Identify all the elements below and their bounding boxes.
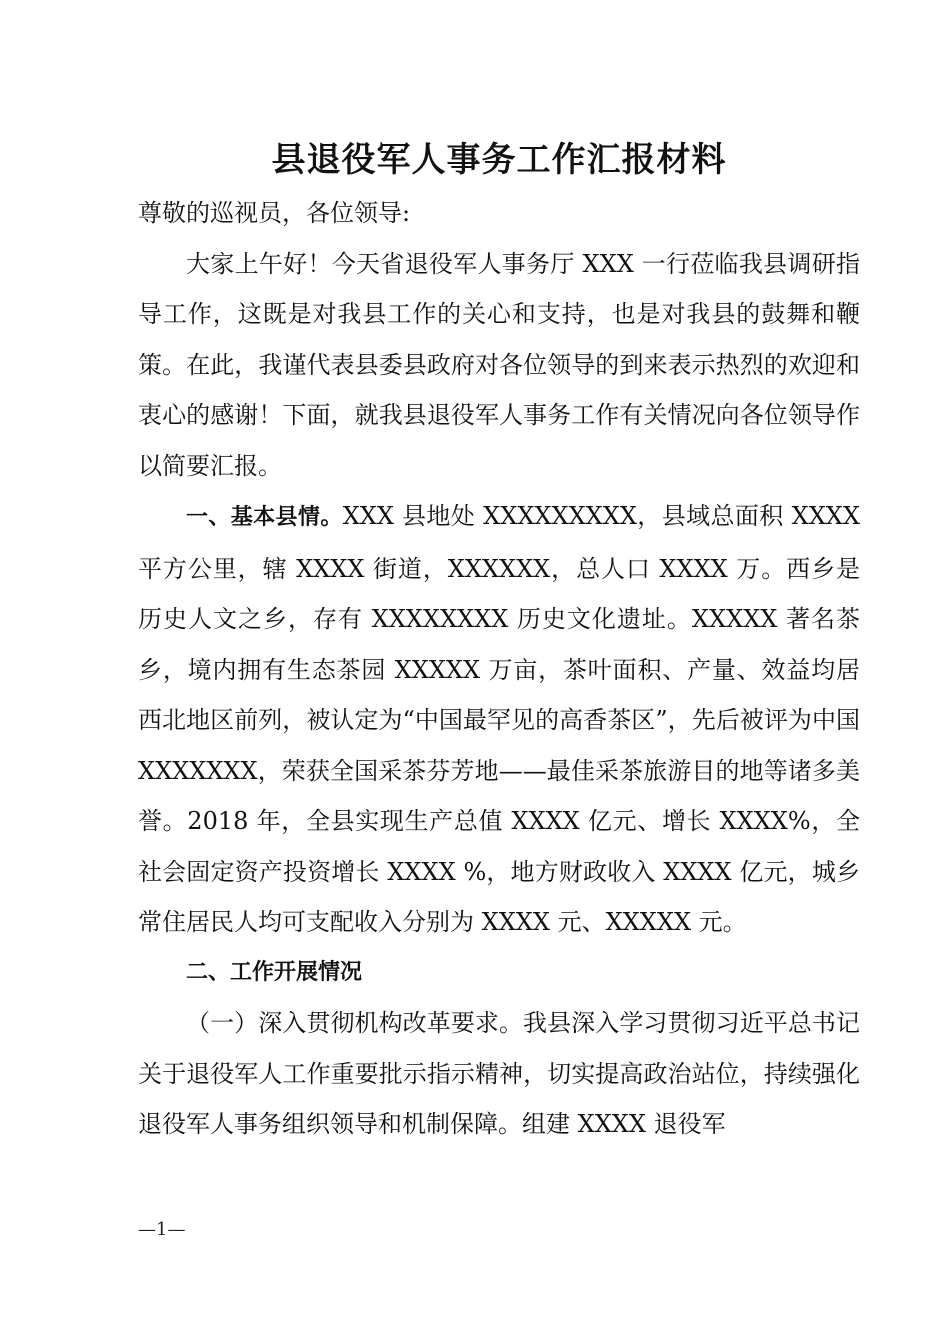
document-body — [138, 188, 860, 1150]
intro-paragraph: 大家上午好！今天省退役军人事务厅 XXX 一行莅临我县调研指导工作，这既是对我县工作的关心和支持，也是对我县的鼓舞和鞭策。在此，我谨代表县委县政府对各位领导的到来表示热烈的欢迎和衷心的感谢！下面，就我县退役军人事务工作有关情况向各位领导作以简要汇报。 — [138, 249, 860, 480]
section-1-text: XXX 县地处 XXXXXXXXX，县域总面积 XXXX 平方公里，辖 XXXX 街道，XXXXXX，总人口 XXXX 万。西乡是历史人文之乡，存有 XXXXXXXX 历史文化遗址。XXXXX 著名茶乡，境内拥有生态茶园 XXXXX 万亩，茶叶面积、产量、效益均居西北地区前列，被认定为“中国最罕见的高香茶区”，先后被评为中国 XXXXXXX，荣获全国采茶芬芳地——最佳采茶旅游目的地等诸多美誉。2018 年，全县实现生产总值 XXXX 亿元、增长 XXXX%，全社会固定资产投资增长 XXXX %，地方财政收入 XXXX 亿元，城乡常住居民人均可支配收入分别为 XXXX 元、XXXXX 元。 — [138, 502, 860, 936]
section-1-heading: 一、基本县情。 — [186, 505, 343, 530]
salutation: 尊敬的巡视员，各位领导: — [138, 199, 411, 227]
section-2-sub-1-paragraph: （一）深入贯彻机构改革要求。我县深入学习贯彻习近平总书记关于退役军人工作重要批示指示精神，切实提高政治站位，持续强化退役军人事务组织领导和机制保障。组建 XXXX 退役军 — [138, 1009, 860, 1138]
page-number: —1— — [138, 1219, 186, 1240]
document-title: 县退役军人事务工作汇报材料 — [271, 140, 727, 180]
section-1-paragraph — [138, 491, 860, 948]
section-2-heading: 二、工作开展情况 — [186, 959, 363, 985]
